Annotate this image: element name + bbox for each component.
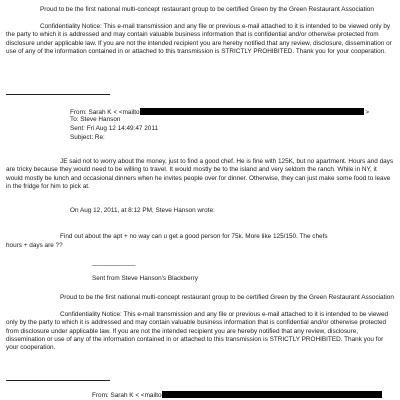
quoted-body-continuation: hours + days are ?? (6, 242, 63, 249)
signature-separator: ______________ (92, 259, 135, 266)
subject-line: Subject: Re: (70, 134, 105, 141)
quote-intro: On Aug 12, 2011, at 8:12 PM, Steve Hanson wrote: (70, 207, 215, 214)
from-label-2: From: Sarah K < <mailto (92, 392, 162, 399)
from-label: From: Sarah K < <mailto (70, 109, 140, 116)
confidentiality-notice-2: Confidentiality Notice: This e-mail transmission and any file or previous e-mail attached to it is intended to be viewed only by the party to which it is addressed and may contain valuable business information that is confidential and/or otherwise protected from disclosure under applicable law. If you are not the intended recipient you are hereby notified that any review, disclosure, dissemination or use of any of the information contained in or attached to this transmission is STRICTLY PROHIBITED. Thank you for your cooperation. (6, 311, 389, 352)
quoted-body-text: Find out about the apt + no way can u get a good person for 75k. More like 125/150. The chefs (60, 233, 328, 240)
from-line-2 (92, 391, 382, 400)
confidentiality-notice: Confidentiality Notice: This e-mail transmission and any file or previous e-mail attached to it is intended to be viewed only by the party to which it is addressed and may contain valuable business information that is confidential and/or otherwise protected from disclosure under applicable law. If you are not the intended recipient you are hereby notified that any review, disclosure, dissemination or use of any of the information contained in or attached to this transmission is STRICTLY PROHIBITED. Thank you for your cooperation. (6, 23, 392, 55)
redaction-bar-2 (162, 391, 382, 398)
blackberry-signature: Sent from Steve Hanson's Blackberry (92, 275, 199, 282)
reply-body: JE said not to worry about the money, just to find a good chef. He is fine with 125K, but no apartment. Hours and days are tricky because they would need to be willing to travel. It would mostly be to the island and very seldom the ranch. While in NY, it would mostly be lunch and occasional dinners when he invites people over for dinner. Otherwise, they can just make some food to leave in the fridge for him to pick at. (6, 158, 394, 190)
to-line: To: Steve Hanson (70, 116, 121, 123)
separator-rule-2 (6, 380, 110, 381)
separator-rule (6, 94, 110, 95)
quoted-body (6, 233, 394, 241)
sent-line: Sent: Fri Aug 12 14:49:47 2011 (70, 125, 158, 132)
redaction-bar (140, 108, 364, 115)
green-certification-text-2: Proud to be the first national multi-concept restaurant group to be certified Green by the Green Restaurant Association (60, 294, 394, 301)
green-certification-text: Proud to be the first national multi-concept restaurant group to be certified Green by the Green Restaurant Association (40, 6, 374, 13)
from-end: > (365, 109, 370, 116)
